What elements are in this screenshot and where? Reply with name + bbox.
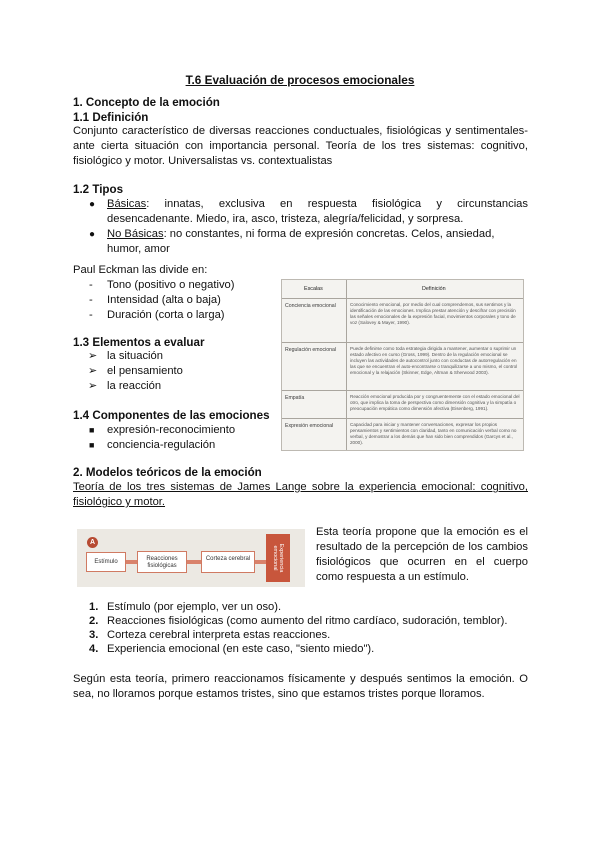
square-bullet-icon: ■ <box>89 425 95 435</box>
table-row <box>282 342 523 375</box>
list-item: expresión-reconocimiento <box>107 424 236 436</box>
arrow-bullet-icon: ➢ <box>88 365 98 377</box>
arrow-icon <box>255 560 266 564</box>
closing-paragraph: Según esta teoría, primero reaccionamos físicamente y después sentimos la emoción. O <box>73 673 528 685</box>
table-row <box>282 390 523 411</box>
nobasicas-term: No Básicas <box>107 228 164 240</box>
list-item: conciencia-regulación <box>107 439 216 451</box>
table-cell: Puede definirse como toda estrategia dirigida a mantener, aumentar o suprimir un estado afectivo en curso (Gross, 1999). Dentro de la regulación emocional se incluyen las actividades de autocontrol junto con conductas de autorregulación en las que se encuentran el auto-encontrarse o tranquilizarse a uno mismo, el control emocional y la relajación (Skinner, Edge, Altman & Sherwood 2003). <box>350 346 518 375</box>
dash-bullet-icon: - <box>89 279 93 291</box>
section-1-1-heading: 1.1 Definición <box>73 111 149 124</box>
table-divider <box>346 280 347 450</box>
theory-description: fisiológicos que ocurren en el cuerpo <box>316 556 528 568</box>
nobasicas-text: : no constantes, ni forma de expresión concretas. Celos, ansiedad, <box>163 228 495 240</box>
table-cell: Conocimiento emocional, por medio del cual comprendemos, sus sentimos y la identificación de las emociones. Implica prestar atención y descifrar con precisión las señales emocionales de la expresión facial, movimientos corporales y tono de voz (Salovey & Mayer, 1990). <box>350 302 516 325</box>
list-item: Tono (positivo o negativo) <box>107 279 235 291</box>
section-1-heading: 1. Concepto de la emoción <box>73 96 220 109</box>
section-1-3-heading: 1.3 Elementos a evaluar <box>73 336 205 349</box>
step-number: 3. <box>89 629 99 641</box>
dash-bullet-icon: - <box>89 309 93 321</box>
section-2-heading: 2. Modelos teóricos de la emoción <box>73 466 262 479</box>
step-number: 4. <box>89 643 99 655</box>
table-row <box>282 418 523 445</box>
section-2-subtitle: Teoría de los tres sistemas de James Lange sobre la experiencia emocional: cognitivo, <box>73 481 528 493</box>
bullet-dot-icon: ● <box>89 199 96 210</box>
arrow-icon <box>126 560 137 564</box>
definition-line: fisiológico y motor. Universalistas vs. contextualistas <box>73 155 333 167</box>
table-header-scales: Escalas <box>304 286 323 292</box>
theory-description: como respuesta a un estímulo. <box>316 571 469 583</box>
table-row <box>282 298 523 325</box>
table-cell: Conciencia emocional <box>285 303 336 309</box>
diagram-box-label: Experiencia emocional <box>272 543 284 573</box>
experience-box <box>266 534 290 582</box>
table-cell: Capacidad para iniciar y mantener conversaciones, expresar los propios pensamientos y sentimientos con claridad, tanto en comunicación verbal como no verbal, y demostrar a los demás que han sido bien comprendidos (Garcys et al., 2000). <box>350 422 517 445</box>
table-cell: Regulación emocional <box>285 347 337 353</box>
list-item: Duración (corta o larga) <box>107 309 225 321</box>
james-lange-diagram <box>77 529 305 587</box>
theory-description: resultado de la percepción de los cambios <box>316 541 528 553</box>
table-cell: Empatía <box>285 395 305 401</box>
basicas-line-2: desencadenante. Miedo, ira, asco, tristeza, alegría/felicidad, y sorpresa. <box>107 213 464 225</box>
nobasicas-line-2: humor, amor <box>107 243 170 255</box>
bullet-dot-icon: ● <box>89 229 96 240</box>
definition-line: ante cierta situación con importancia personal. Teoría de los tres sistemas: cognitivo, <box>73 140 528 152</box>
dash-bullet-icon: - <box>89 294 93 306</box>
definition-line: Conjunto característico de diversas reacciones conductuales, fisiológicas y sentimentales- <box>73 125 528 137</box>
step-text: Estímulo (por ejemplo, ver un oso). <box>107 601 282 613</box>
eckman-intro: Paul Eckman las divide en: <box>73 264 208 276</box>
step-number: 2. <box>89 615 99 627</box>
page-title: T.6 Evaluación de procesos emocionales <box>185 73 415 87</box>
arrow-bullet-icon: ➢ <box>88 350 98 362</box>
theory-description: Esta teoría propone que la emoción es el <box>316 526 528 538</box>
step-text: Experiencia emocional (en este caso, "siento miedo"). <box>107 643 375 655</box>
arrow-bullet-icon: ➢ <box>88 380 98 392</box>
diagram-box: Corteza cerebral <box>201 551 255 573</box>
diagram-label: A <box>87 537 98 548</box>
diagram-box: Reacciones fisiológicas <box>137 551 187 573</box>
section-2-subtitle-2: fisiológico y motor. <box>73 496 166 508</box>
table-cell: Expresión emocional <box>285 423 334 429</box>
list-item: Intensidad (alta o baja) <box>107 294 221 306</box>
basicas-line <box>107 197 528 213</box>
section-1-4-heading: 1.4 Componentes de las emociones <box>73 409 270 422</box>
step-text: Reacciones fisiológicas (como aumento del ritmo cardíaco, sudoración, temblor). <box>107 615 508 627</box>
table-cell: Reacción emocional producida por y congruentemente con el estado emocional del otro, que implica la toma de perspectiva como dimensión cognitiva y la simpatía o preocupación empática como dimensión afectiva (Eisenberg, 1991). <box>350 394 520 411</box>
arrow-icon <box>187 560 201 564</box>
basicas-term: Básicas <box>107 198 147 210</box>
list-item: el pensamiento <box>107 365 183 377</box>
square-bullet-icon: ■ <box>89 440 95 450</box>
emotion-scales-table <box>281 279 524 451</box>
closing-paragraph: sea, no lloramos porque estamos tristes, sino que estamos tristes porque lloramos. <box>73 688 485 700</box>
list-item: la situación <box>107 350 163 362</box>
section-1-2-heading: 1.2 Tipos <box>73 183 124 196</box>
basicas-text: : innatas, exclusiva en respuesta fisiológica y circunstancias <box>146 198 528 210</box>
list-item: la reacción <box>107 380 162 392</box>
diagram-box: Estímulo <box>86 552 126 572</box>
step-text: Corteza cerebral interpreta estas reacciones. <box>107 629 331 641</box>
table-header-definition: Definición <box>422 286 446 292</box>
nobasicas-line <box>107 227 494 243</box>
step-number: 1. <box>89 601 99 613</box>
